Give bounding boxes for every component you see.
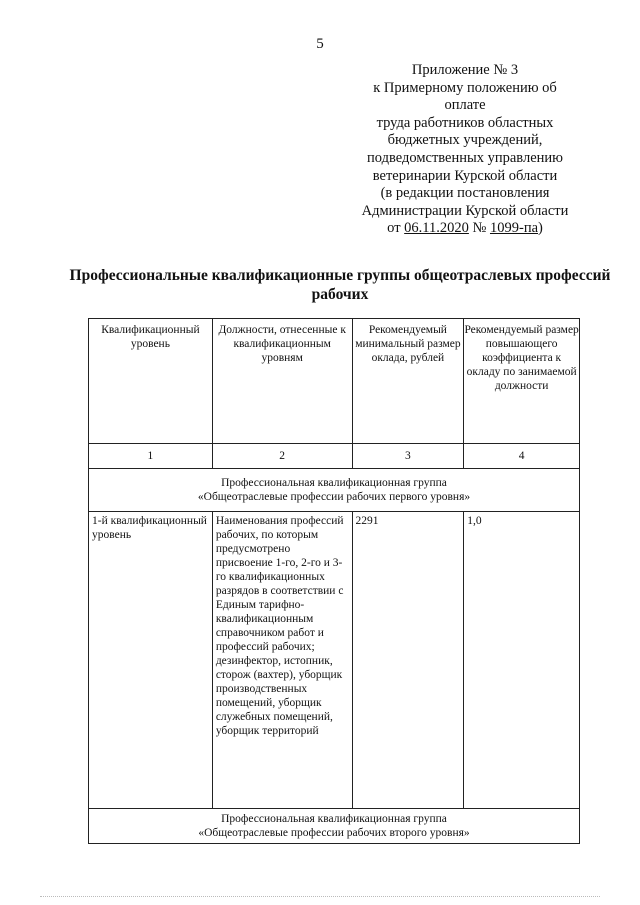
qualification-table	[88, 318, 580, 844]
appendix-date-line	[340, 220, 590, 238]
group-heading	[89, 809, 580, 844]
document-title: Профессиональные квалификационные группы общеотраслевых профессий рабочих	[69, 267, 611, 303]
column-number: 2	[212, 444, 352, 469]
column-number: 3	[352, 444, 464, 469]
group-row-first-level	[89, 469, 580, 512]
group-heading-line2: «Общеотраслевые профессии рабочих первого уровня»	[197, 491, 471, 503]
header-coefficient: Рекомендуемый размер повышающего коэффициента к окладу по занимаемой должности	[464, 319, 580, 444]
appendix-block	[340, 62, 590, 238]
group-row-second-level	[89, 809, 580, 844]
group-heading	[89, 469, 580, 512]
appendix-line: труда работников областных	[376, 114, 554, 131]
appendix-line: Администрации Курской области	[361, 202, 569, 219]
appendix-line: Приложение № 3	[411, 62, 519, 78]
number-prefix: №	[468, 220, 490, 237]
appendix-line: (в редакции постановления	[380, 185, 550, 202]
cell-coefficient: 1,0	[464, 512, 580, 809]
cell-level: 1-й квалификационный уровень	[89, 512, 213, 809]
header-salary: Рекомендуемый минимальный размер оклада, рублей	[352, 319, 464, 444]
appendix-line: оплате	[444, 97, 486, 114]
cell-salary: 2291	[352, 512, 464, 809]
scan-artifact-divider	[40, 896, 600, 898]
header-level: Квалификационный уровень	[89, 319, 213, 444]
column-number: 1	[89, 444, 213, 469]
appendix-line: ветеринарии Курской области	[372, 167, 558, 184]
cell-positions: Наименования профессий рабочих, по которым предусмотрено присвоение 1-го, 2-го и 3-го квалификационных разрядов в соответствии с Единым тарифно-квалификационным справочником работ и профессий рабочих; дезинфектор, истопник, сторож (вахтер), уборщик производственных помещений, уборщик служебных помещений, уборщик территорий	[212, 512, 352, 809]
appendix-line: подведомственных управлению	[367, 149, 563, 166]
column-number-row	[89, 444, 580, 469]
table-header-row	[89, 319, 580, 444]
page-number: 5	[316, 36, 324, 52]
header-positions: Должности, отнесенные к квалификационным уровням	[212, 319, 352, 444]
decree-number: 1099-па	[489, 220, 539, 237]
appendix-line: к Примерному положению об	[373, 79, 557, 96]
table-row	[89, 512, 580, 809]
decree-date: 06.11.2020	[404, 220, 469, 237]
appendix-line: бюджетных учреждений,	[387, 132, 543, 149]
group-heading-line1: Профессиональная квалификационная группа	[221, 477, 447, 489]
closing-paren: )	[538, 220, 543, 237]
date-prefix: от	[387, 220, 405, 237]
group-heading-line1: Профессиональная квалификационная группа	[221, 813, 447, 825]
group-heading-line2: «Общеотраслевые профессии рабочих второго уровня»	[198, 827, 470, 839]
column-number: 4	[464, 444, 580, 469]
